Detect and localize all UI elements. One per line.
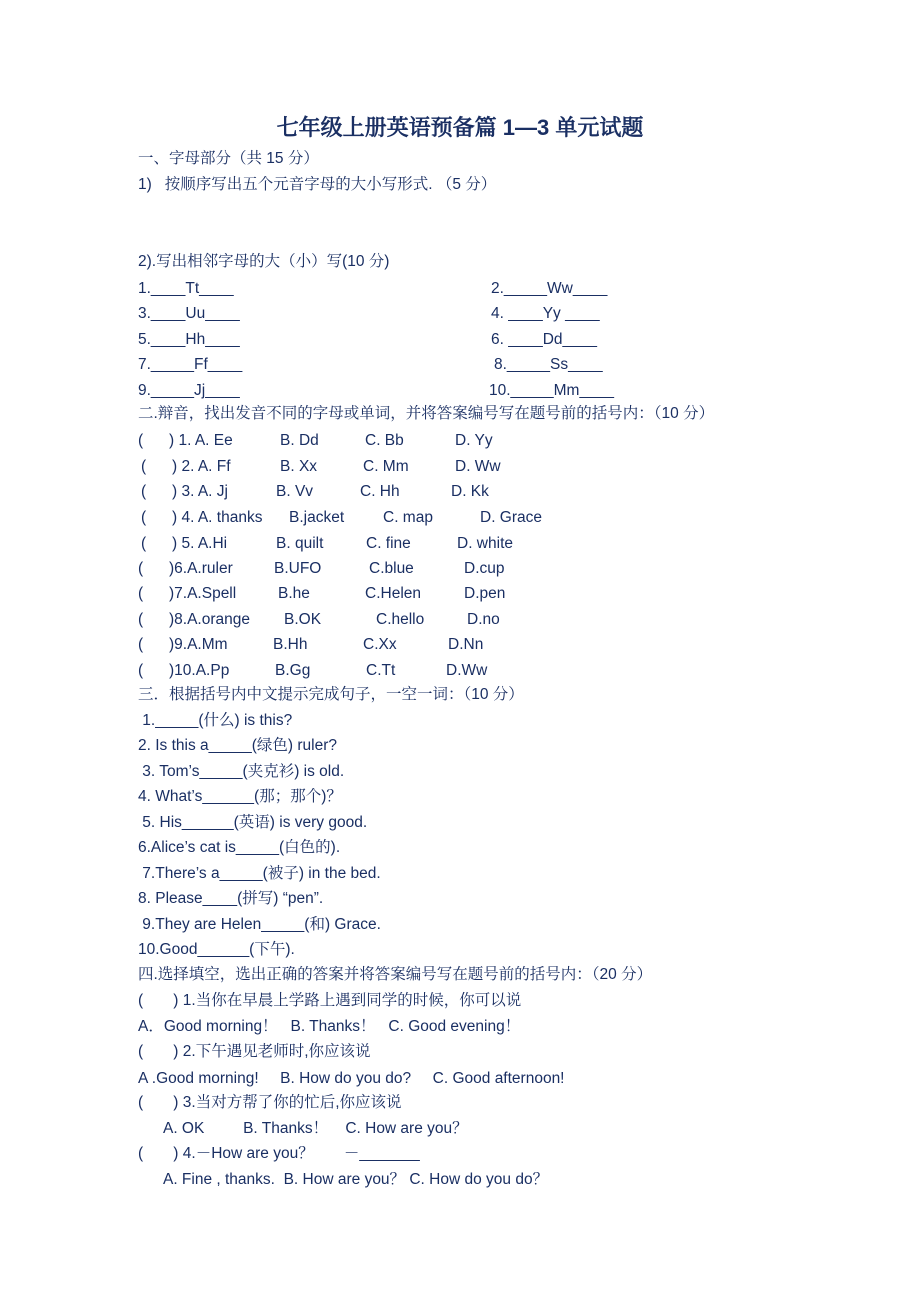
option-b: B. Vv (276, 483, 314, 500)
part2-heading: 二.辩音，找出发音不同的字母或单词，并将答案编号写在题号前的括号内：（10 分） (138, 405, 715, 422)
option-d: D. Kk (451, 483, 489, 500)
option-c: C. Bb (365, 432, 404, 449)
option-b: B. quilt (276, 535, 324, 552)
option-num: ( ) 1. A. Ee (138, 432, 233, 449)
answer-options: A．Good morning！ B. Thanks！ C. Good evening！ (138, 1018, 521, 1035)
option-b: B.UFO (274, 560, 322, 577)
option-num: ( ) 3. A. Jj (141, 483, 228, 500)
option-b: B. Xx (280, 458, 318, 475)
option-c: C.Helen (365, 585, 421, 602)
part1-question-1: 1) 按顺序写出五个元音字母的大小写形式. （5 分） (138, 176, 497, 193)
option-d: D.pen (464, 585, 506, 602)
letter-item: 8._____Ss____ (494, 356, 603, 373)
letter-item: 5.____Hh____ (138, 331, 240, 348)
page-title: 七年级上册英语预备篇 1—3 单元试题 (276, 115, 644, 140)
option-d: D. white (457, 535, 513, 552)
part3-heading: 三．根据括号内中文提示完成句子，一空一词：（10 分） (138, 686, 524, 703)
option-c: C. map (383, 509, 433, 526)
option-c: C. fine (366, 535, 411, 552)
option-num: ( ) 4. A. thanks (141, 509, 263, 526)
letter-item: 3.____Uu____ (138, 305, 240, 322)
option-c: C. Hh (360, 483, 400, 500)
sentence-item: 9.They are Helen_____(和) Grace. (138, 916, 381, 933)
option-b: B. Dd (280, 432, 319, 449)
option-c: C.Xx (363, 636, 397, 653)
option-num: ( ) 5. A.Hi (141, 535, 228, 552)
part1-heading: 一、字母部分（共 15 分） (138, 150, 319, 167)
option-d: D.Nn (448, 636, 484, 653)
letter-item: 1.____Tt____ (138, 280, 234, 297)
option-d: D.Ww (446, 662, 488, 679)
sentence-item: 8. Please____(拼写) “pen”. (138, 890, 324, 907)
option-d: D. Yy (455, 432, 493, 449)
sentence-item: 6.Alice’s cat is_____(白色的). (138, 839, 341, 856)
option-b: B.OK (284, 611, 322, 628)
answer-options: A .Good morning! B. How do you do? C. Good afternoon! (138, 1070, 565, 1087)
question-line: ( ) 1.当你在早晨上学路上遇到同学的时候，你可以说 (138, 992, 522, 1009)
letter-item: 7._____Ff____ (138, 356, 243, 373)
sentence-item: 2. Is this a_____(绿色) ruler? (138, 737, 338, 754)
option-c: C.hello (376, 611, 425, 628)
option-d: D.cup (464, 560, 505, 577)
letter-item: 4. ____Yy ____ (491, 305, 600, 322)
part4-heading: 四.选择填空，选出正确的答案并将答案编号写在题号前的括号内：（20 分） (138, 966, 653, 983)
option-c: C.blue (369, 560, 414, 577)
option-num: ( )7.A.Spell (138, 585, 237, 602)
sentence-item: 7.There’s a_____(被子) in the bed. (138, 865, 381, 882)
sentence-item: 5. His______(英语) is very good. (138, 814, 368, 831)
option-num: ( )6.A.ruler (138, 560, 233, 577)
letter-item: 10._____Mm____ (489, 382, 614, 399)
option-d: D.no (467, 611, 500, 628)
option-d: D. Grace (480, 509, 543, 526)
letter-item: 6. ____Dd____ (491, 331, 598, 348)
answer-options: A. OK B. Thanks！ C. How are you？ (138, 1120, 468, 1137)
part1-question-2-heading: 2).写出相邻字母的大（小）写(10 分) (138, 253, 390, 270)
option-num: ( )10.A.Pp (138, 662, 230, 679)
answer-options: A. Fine , thanks. B. How are you？ C. How do you do？ (138, 1171, 549, 1188)
option-c: C. Mm (363, 458, 409, 475)
sentence-item: 1._____(什么) is this? (138, 712, 293, 729)
option-b: B.Hh (273, 636, 308, 653)
question-line: ( ) 2.下午遇见老师时,你应该说 (138, 1043, 371, 1060)
option-num: ( )9.A.Mm (138, 636, 228, 653)
option-c: C.Tt (366, 662, 396, 679)
letter-item: 9._____Jj____ (138, 382, 240, 399)
question-line: ( ) 4.－How are you？ －_______ (138, 1145, 420, 1162)
letter-item: 2._____Ww____ (491, 280, 608, 297)
sentence-item: 10.Good______(下午). (138, 941, 295, 958)
sentence-item: 4. What’s______(那；那个)？ (138, 788, 342, 805)
option-b: B.jacket (289, 509, 345, 526)
option-num: ( ) 2. A. Ff (141, 458, 231, 475)
sentence-item: 3. Tom’s_____(夹克衫) is old. (138, 763, 345, 780)
question-line: ( ) 3.当对方帮了你的忙后,你应该说 (138, 1094, 402, 1111)
option-b: B.Gg (275, 662, 311, 679)
option-num: ( )8.A.orange (138, 611, 250, 628)
option-d: D. Ww (455, 458, 501, 475)
option-b: B.he (278, 585, 310, 602)
